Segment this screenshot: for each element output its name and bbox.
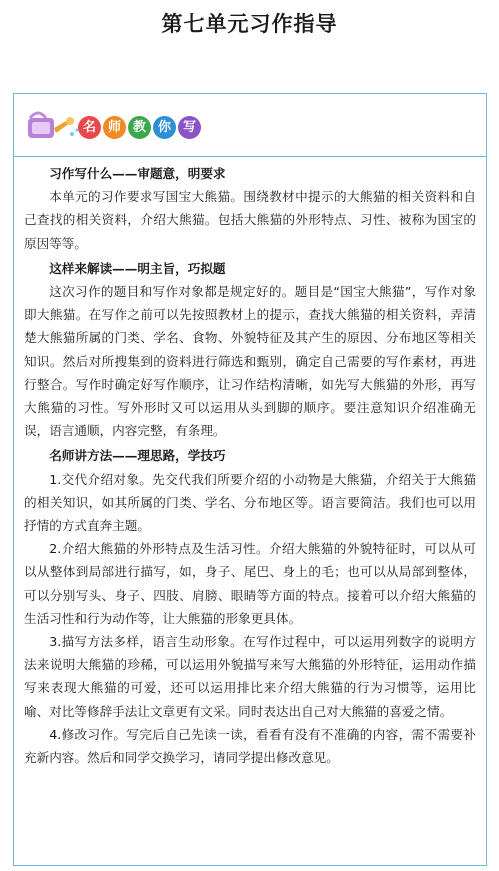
section-1-paragraph-1: 本单元的习作要求写国宝大熊猫。围绕教材中提示的大熊猫的相关资料和自己查找的相关资料，介绍大熊猫。包括大熊猫的外形特点、习性、被称为国宝的原因等等。 <box>24 189 476 251</box>
banner-char-1: 名 <box>78 116 101 139</box>
section-heading-1: 习作写什么——审题意，明要求 <box>49 166 226 181</box>
banner <box>24 106 204 146</box>
banner-char-5: 写 <box>178 116 201 139</box>
method-step-1: 1.交代介绍对象。先交代我们所要介绍的小动物是大熊猫，介绍关于大熊猫的相关知识，如其所属的门类、学名、分布地区等。语言要简洁。我们也可以用抒情的方式直奔主题。 <box>24 471 476 534</box>
banner-char-3: 教 <box>128 116 151 139</box>
method-step-2: 2.介绍大熊猫的外形特点及生活习性。介绍大熊猫的外貌特征时，可以从可以从整体到局部进行描写，如，身子、尾巴、身上的毛；也可以从局部到整体，可以分别写头、身子、四肢、肩膀、眼睛等方面的特点。接着可以介绍大熊猫的生活习性和行为动作等，让大熊猫的形象更具体。 <box>24 541 476 626</box>
method-step-3: 3.描写方法多样，语言生动形象。在写作过程中，可以运用列数字的说明方法来说明大熊猫的珍稀，可以运用外貌描写来写大熊猫的外形特征，运用动作描写来表现大熊猫的可爱，还可以运用排比来介绍大熊猫的行为习惯等，运用比喻、对比等修辞手法让文章更有文采。同时表达出自己对大熊猫的喜爱之情。 <box>24 634 476 719</box>
page-title: 第七单元习作指导 <box>161 12 338 36</box>
banner-char-4: 你 <box>153 116 176 139</box>
watering-can-icon <box>24 106 84 146</box>
section-heading-2: 这样来解读——明主旨，巧拟题 <box>49 260 226 276</box>
section-heading-3: 名师讲方法——理思路，学技巧 <box>49 448 226 464</box>
banner-char-2: 师 <box>103 116 126 139</box>
guidance-content <box>14 157 486 769</box>
guidance-frame <box>13 93 487 866</box>
banner-title <box>78 116 201 139</box>
banner-band <box>14 94 486 157</box>
method-step-4: 4.修改习作。写完后自己先读一读，看看有没有不准确的内容，需不需要补充新内容。然后和同学交换学习，请同学提出修改意见。 <box>24 726 476 766</box>
section-2-paragraph-1: 这次习作的题目和写作对象都是规定好的。题目是“国宝大熊猫”，写作对象即大熊猫。在写作之前可以先按照教材上的提示，查找大熊猫的相关资料，弄清楚大熊猫所属的门类、学名、食物、外貌特征及其产生的原因、分布地区等相关知识。然后对所搜集到的资料进行筛选和甄别，确定自己需要的写作素材，再进行整合。写作时确定好写作顺序，让习作结构清晰，如先写大熊猫的外形，再写大熊猫的习性。写外形时又可以运用从头到脚的顺序。要注意知识介绍准确无误，语言通顺，内容完整，有条理。 <box>24 284 476 439</box>
